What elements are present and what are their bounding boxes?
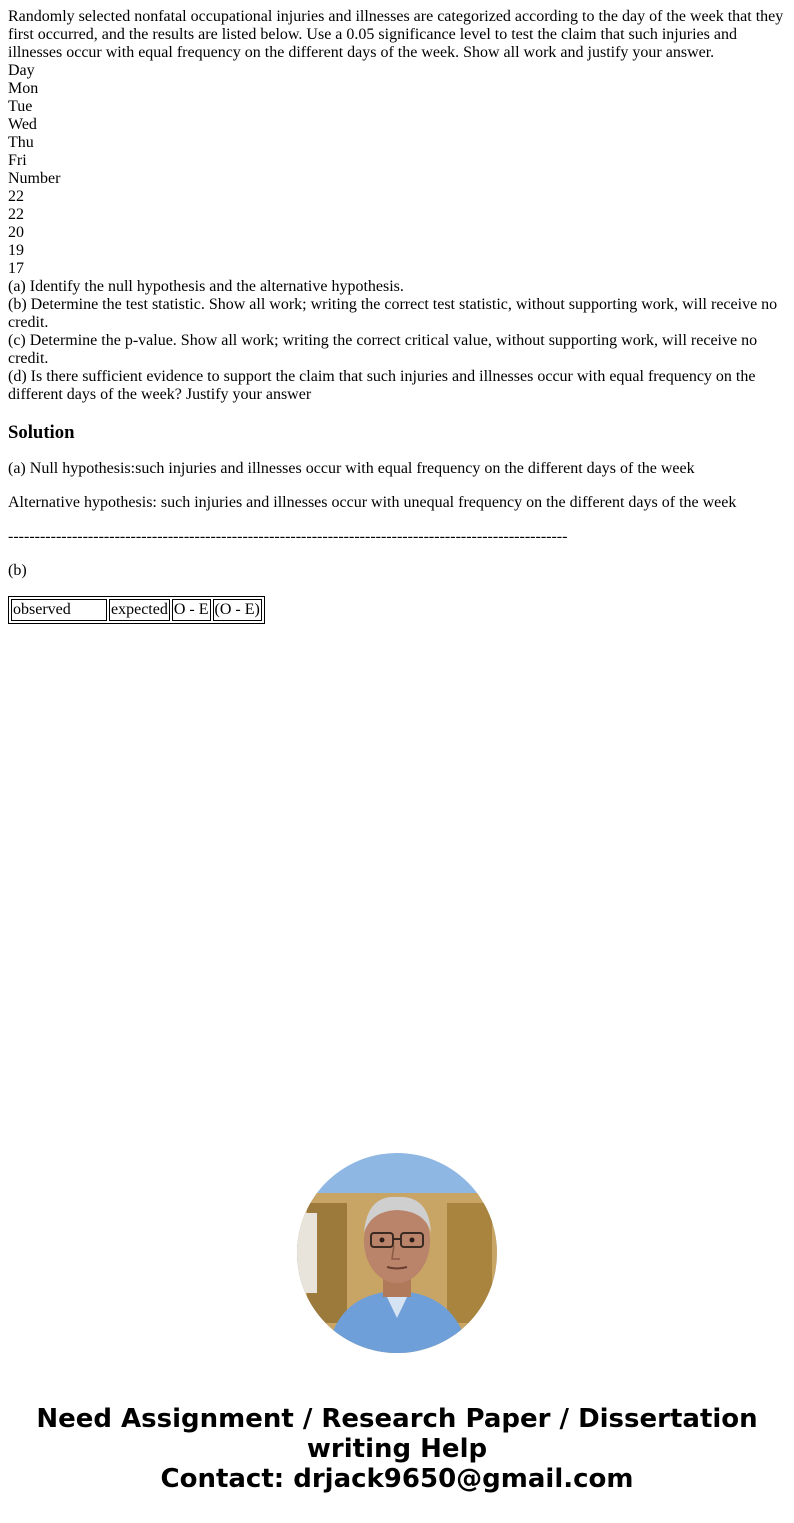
part-b-label: (b)	[8, 562, 27, 579]
table-header-cell: expected	[109, 599, 170, 621]
contact-email: Contact: drjack9650@gmail.com	[160, 1464, 634, 1494]
day-item: Thu	[8, 134, 34, 151]
document-body	[8, 8, 786, 624]
day-item: Fri	[8, 152, 27, 169]
day-item: Wed	[8, 116, 37, 133]
promo-line: writing Help	[306, 1434, 488, 1464]
question-part-b: (b) Determine the test statistic. Show all work; writing the correct test statistic, without supporting work, will receive no credit.	[8, 296, 778, 331]
tutor-portrait-image	[297, 1153, 497, 1353]
chi-square-table	[8, 596, 265, 624]
alternative-hypothesis: Alternative hypothesis: such injuries and illnesses occur with unequal frequency on the different days of the week	[8, 494, 737, 511]
table-header-cell: O - E	[172, 599, 211, 621]
day-item: Tue	[8, 98, 33, 115]
promo-line: Need Assignment / Research Paper / Dissertation	[36, 1404, 758, 1434]
question-part-a: (a) Identify the null hypothesis and the alternative hypothesis.	[8, 278, 404, 295]
solution-heading: Solution	[8, 422, 75, 443]
question-intro: Randomly selected nonfatal occupational injuries and illnesses are categorized according to the day of the week that they first occurred, and the results are listed below. Use a 0.05 significance level to test the claim that such injuries and illnesses occur with equal frequency on the different days of the week. Show all work and justify your answer.	[8, 8, 784, 61]
table-header-cell: observed	[11, 599, 107, 621]
question-part-d: (d) Is there sufficient evidence to support the claim that such injuries and illnesses occur with equal frequency on the different days of the week? Justify your answer	[8, 368, 756, 403]
question-part-c: (c) Determine the p-value. Show all work; writing the correct critical value, without supporting work, will receive no credit.	[8, 332, 758, 367]
table-row	[11, 599, 262, 621]
tutor-avatar	[297, 1153, 497, 1353]
number-item: 19	[8, 242, 24, 259]
number-item: 20	[8, 224, 24, 241]
number-header: Number	[8, 170, 61, 187]
day-header: Day	[8, 62, 35, 79]
number-item: 22	[8, 188, 24, 205]
day-item: Mon	[8, 80, 39, 97]
divider-line: ---------------------------------------------------------------------------------------------------------	[8, 528, 568, 545]
null-hypothesis: (a) Null hypothesis:such injuries and illnesses occur with equal frequency on the different days of the week	[8, 460, 695, 477]
promo-footer	[0, 1404, 794, 1494]
number-item: 17	[8, 260, 24, 277]
table-header-cell: (O - E)	[213, 599, 262, 621]
number-item: 22	[8, 206, 24, 223]
